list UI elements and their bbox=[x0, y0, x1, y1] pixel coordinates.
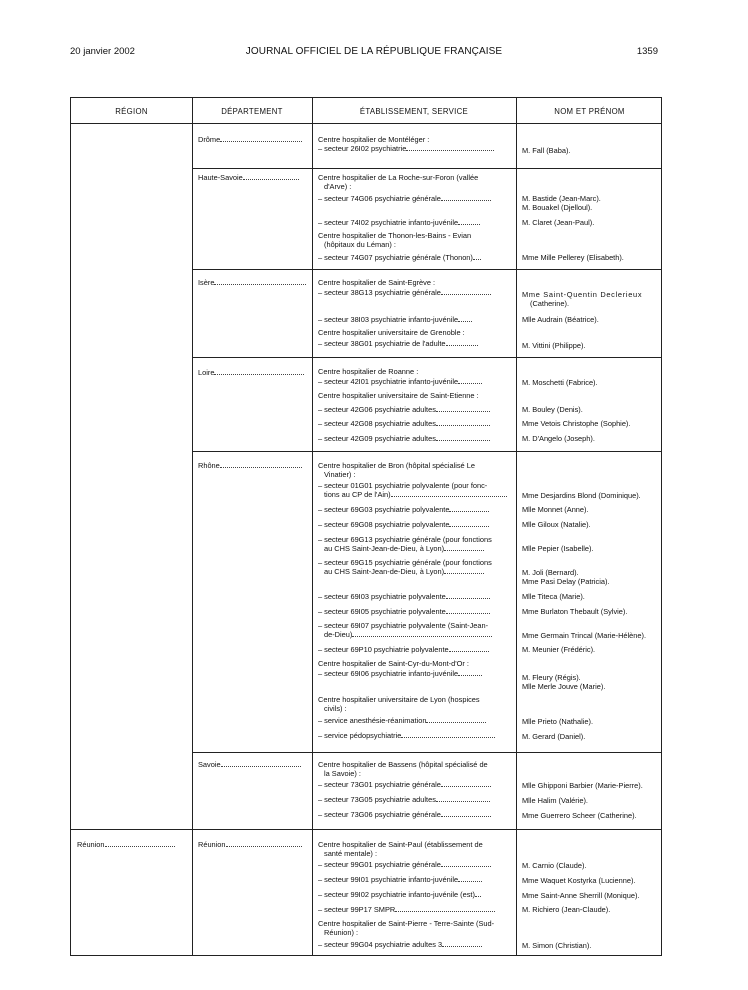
etablissement-line: Centre hospitalier de La Roche-sur-Foron (vallée bbox=[318, 173, 479, 182]
region-cell: Réunion bbox=[77, 840, 175, 849]
nom-cell: Mlle Halim (Valérie). bbox=[522, 796, 588, 805]
etablissement-line: Centre hospitalier de Roanne : bbox=[318, 367, 419, 376]
nom-cell: Mlle Prieto (Nathalie). bbox=[522, 717, 594, 726]
departement-cell: Savoie bbox=[198, 760, 301, 769]
departement-cell: Drôme bbox=[198, 135, 302, 144]
etablissement-line: – secteur 99G01 psychiatrie générale bbox=[318, 860, 491, 869]
column-header-departement: DÉPARTEMENT bbox=[221, 107, 283, 116]
etablissement-line: – secteur 99G04 psychiatrie adultes 3 bbox=[318, 940, 482, 949]
departement-divider bbox=[192, 168, 661, 169]
etablissement-line: – secteur 99P17 SMPR bbox=[318, 905, 495, 914]
nom-cell: Mlle Merle Jouve (Marie). bbox=[522, 682, 606, 691]
etablissement-line: – secteur 69G15 psychiatrie générale (pour fonctions bbox=[318, 558, 492, 567]
nom-cell: (Catherine). bbox=[530, 299, 570, 308]
departement-cell: Rhône bbox=[198, 461, 302, 470]
etablissement-line: – secteur 99I01 psychiatrie infanto-juvénile bbox=[318, 875, 482, 884]
nom-cell: M. Fleury (Régis). bbox=[522, 673, 581, 682]
page-date: 20 janvier 2002 bbox=[70, 46, 135, 57]
departement-cell: Isère bbox=[198, 278, 306, 287]
etablissement-line: Centre hospitalier de Saint-Cyr-du-Mont-d'Or : bbox=[318, 659, 469, 668]
column-divider bbox=[192, 98, 193, 955]
etablissement-line: – secteur 69I05 psychiatrie polyvalente bbox=[318, 607, 490, 616]
etablissement-line: – secteur 69I03 psychiatrie polyvalente bbox=[318, 592, 490, 601]
page-number: 1359 bbox=[636, 46, 658, 57]
etablissement-line: – secteur 73G06 psychiatrie générale bbox=[318, 810, 491, 819]
etablissement-line: – secteur 74G07 psychiatrie générale (Thonon) bbox=[318, 253, 481, 262]
nom-cell: M. Simon (Christian). bbox=[522, 941, 592, 950]
etablissement-line: – secteur 42G09 psychiatrie adultes bbox=[318, 434, 490, 443]
etablissement-line: Centre hospitalier universitaire de Saint-Etienne : bbox=[318, 391, 479, 400]
etablissement-line: – secteur 38I03 psychiatrie infanto-juvénile bbox=[318, 315, 472, 324]
nom-cell: Mlle Ghipponi Barbier (Marie-Pierre). bbox=[522, 781, 643, 790]
nom-cell: M. Fall (Baba). bbox=[522, 146, 571, 155]
nom-cell: Mme Mille Pellerey (Elisabeth). bbox=[522, 253, 624, 262]
etablissement-line: – secteur 42G06 psychiatrie adultes bbox=[318, 405, 490, 414]
departement-divider bbox=[192, 357, 661, 358]
etablissement-line: Réunion) : bbox=[324, 928, 359, 937]
nom-cell: Mme Germain Trincal (Marie-Hélène). bbox=[522, 631, 647, 640]
nom-cell: M. Moschetti (Fabrice). bbox=[522, 378, 598, 387]
etablissement-line: – service pédopsychiatrie bbox=[318, 731, 495, 740]
etablissement-line: Centre hospitalier de Bron (hôpital spécialisé Le bbox=[318, 461, 475, 470]
etablissement-line: – secteur 74I02 psychiatrie infanto-juvénile bbox=[318, 218, 480, 227]
etablissement-line: – secteur 73G05 psychiatrie adultes bbox=[318, 795, 490, 804]
nom-cell: M. Meunier (Frédéric). bbox=[522, 645, 596, 654]
etablissement-line: – secteur 74G06 psychiatrie générale bbox=[318, 194, 491, 203]
etablissement-line: Vinatier) : bbox=[324, 470, 356, 479]
column-header-nom: NOM ET PRÉNOM bbox=[554, 107, 625, 116]
departement-cell: Loire bbox=[198, 368, 304, 377]
nom-cell: M. D'Angelo (Joseph). bbox=[522, 434, 595, 443]
etablissement-line: Centre hospitalier de Saint-Pierre - Terre-Sainte (Sud- bbox=[318, 919, 495, 928]
etablissement-line: la Savoie) : bbox=[324, 769, 361, 778]
column-divider bbox=[516, 98, 517, 955]
etablissement-line: Centre hospitalier de Montéléger : bbox=[318, 135, 430, 144]
nom-cell: Mme Saint-Anne Sherrill (Monique). bbox=[522, 891, 640, 900]
departement-divider bbox=[192, 269, 661, 270]
etablissement-line: – secteur 01G01 psychiatrie polyvalente (pour fonc- bbox=[318, 481, 488, 490]
nom-cell: M. Richiero (Jean-Claude). bbox=[522, 905, 611, 914]
nom-cell: Mme Saint-Quentin Declerieux bbox=[522, 290, 643, 299]
nom-cell: Mme Waquet Kostyrka (Lucienne). bbox=[522, 876, 636, 885]
etablissement-line: de-Dieu) bbox=[324, 630, 492, 639]
etablissement-line: au CHS Saint-Jean-de-Dieu, à Lyon) bbox=[324, 567, 484, 576]
etablissement-line: – secteur 69G08 psychiatrie polyvalente bbox=[318, 520, 489, 529]
etablissement-line: – secteur 38G01 psychiatrie de l'adulte bbox=[318, 339, 478, 348]
nom-cell: Mlle Titeca (Marie). bbox=[522, 592, 585, 601]
departement-cell: Haute-Savoie bbox=[198, 173, 299, 182]
etablissement-line: santé mentale) : bbox=[324, 849, 377, 858]
nom-cell: M. Vittini (Philippe). bbox=[522, 341, 586, 350]
nom-cell: M. Claret (Jean-Paul). bbox=[522, 218, 595, 227]
nom-cell: M. Carnio (Claude). bbox=[522, 861, 587, 870]
nominations-table bbox=[70, 97, 662, 956]
nom-cell: Mme Vetois Christophe (Sophie). bbox=[522, 419, 631, 428]
nom-cell: M. Gerard (Daniel). bbox=[522, 732, 586, 741]
etablissement-line: – secteur 69P10 psychiatrie polyvalente bbox=[318, 645, 489, 654]
etablissement-line: Centre hospitalier de Bassens (hôpital spécialisé de bbox=[318, 760, 488, 769]
nom-cell: M. Bouley (Denis). bbox=[522, 405, 583, 414]
nom-cell: Mme Guerrero Scheer (Catherine). bbox=[522, 811, 637, 820]
nom-cell: Mlle Monnet (Anne). bbox=[522, 505, 589, 514]
nom-cell: Mlle Pepier (Isabelle). bbox=[522, 544, 594, 553]
nom-cell: Mlle Audrain (Béatrice). bbox=[522, 315, 599, 324]
journal-title: JOURNAL OFFICIEL DE LA RÉPUBLIQUE FRANÇAISE bbox=[245, 46, 503, 57]
nom-cell: Mme Burlaton Thebault (Sylvie). bbox=[522, 607, 628, 616]
etablissement-line: civils) : bbox=[324, 704, 347, 713]
etablissement-line: – secteur 42G08 psychiatrie adultes bbox=[318, 419, 490, 428]
nom-cell: M. Bastide (Jean-Marc). bbox=[522, 194, 601, 203]
etablissement-line: – secteur 42I01 psychiatrie infanto-juvénile bbox=[318, 377, 482, 386]
etablissement-line: Centre hospitalier universitaire de Lyon (hospices bbox=[318, 695, 480, 704]
etablissement-line: – secteur 69I07 psychiatrie polyvalente (Saint-Jean- bbox=[318, 621, 489, 630]
header-divider bbox=[71, 123, 661, 124]
etablissement-line: d'Arve) : bbox=[324, 182, 352, 191]
region-divider bbox=[71, 829, 661, 830]
etablissement-line: au CHS Saint-Jean-de-Dieu, à Lyon) bbox=[324, 544, 484, 553]
column-header-etablissement: ÉTABLISSEMENT, SERVICE bbox=[359, 107, 469, 116]
nom-cell: M. Bouakel (Djelloul). bbox=[522, 203, 593, 212]
etablissement-line: – secteur 26I02 psychiatrie bbox=[318, 144, 494, 153]
etablissement-line: – secteur 99I02 psychiatrie infanto-juvénile (est) bbox=[318, 890, 481, 899]
column-header-region: RÉGION bbox=[115, 107, 148, 116]
etablissement-line: – secteur 69G03 psychiatrie polyvalente bbox=[318, 505, 489, 514]
departement-divider bbox=[192, 752, 661, 753]
etablissement-line: Centre hospitalier de Saint-Egrève : bbox=[318, 278, 436, 287]
departement-cell: Réunion bbox=[198, 840, 302, 849]
etablissement-line: Centre hospitalier de Saint-Paul (établissement de bbox=[318, 840, 483, 849]
etablissement-line: – secteur 69G13 psychiatrie générale (pour fonctions bbox=[318, 535, 492, 544]
departement-divider bbox=[192, 451, 661, 452]
etablissement-line: – service anesthésie-réanimation bbox=[318, 716, 486, 725]
etablissement-line: tions au CP de l'Ain) bbox=[324, 490, 507, 499]
etablissement-line: Centre hospitalier de Thonon-les-Bains - Evian bbox=[318, 231, 472, 240]
etablissement-line: (hôpitaux du Léman) : bbox=[324, 240, 396, 249]
etablissement-line: Centre hospitalier universitaire de Grenoble : bbox=[318, 328, 465, 337]
nom-cell: Mme Desjardins Blond (Dominique). bbox=[522, 491, 641, 500]
nom-cell: M. Joli (Bernard). bbox=[522, 568, 579, 577]
etablissement-line: – secteur 69I06 psychiatrie infanto-juvénile bbox=[318, 669, 482, 678]
column-divider bbox=[312, 98, 313, 955]
nom-cell: Mme Pasi Delay (Patricia). bbox=[522, 577, 610, 586]
etablissement-line: – secteur 73G01 psychiatrie générale bbox=[318, 780, 491, 789]
etablissement-line: – secteur 38G13 psychiatrie générale bbox=[318, 288, 491, 297]
nom-cell: Mlle Giloux (Natalie). bbox=[522, 520, 591, 529]
